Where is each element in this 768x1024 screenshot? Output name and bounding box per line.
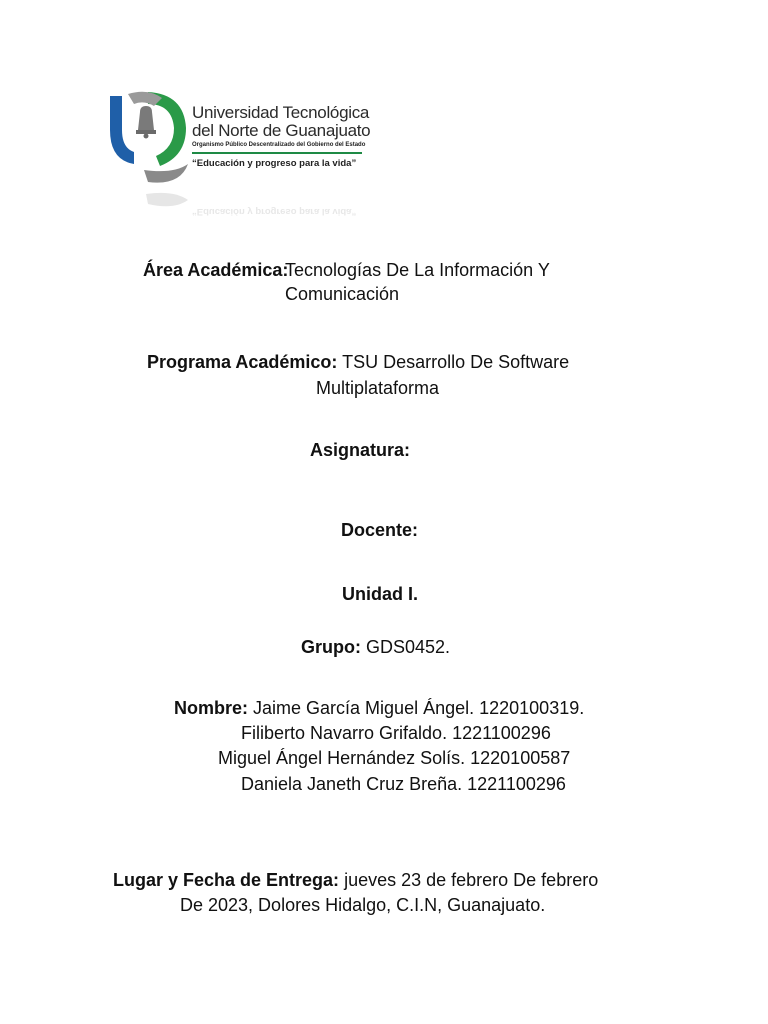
- university-logo: [104, 90, 371, 217]
- grupo-line: [301, 636, 450, 658]
- programa-line1: [147, 351, 569, 373]
- member-name: Filiberto Navarro Grifaldo. 1221100296: [241, 723, 551, 743]
- member-name: Jaime García Miguel Ángel. 1220100319.: [248, 698, 585, 718]
- unidad-label: Unidad I.: [342, 584, 418, 604]
- grupo-value: GDS0452.: [361, 637, 451, 657]
- university-emblem-icon: [104, 90, 192, 216]
- grupo-label: Grupo:: [301, 637, 361, 657]
- nombre-label: Nombre:: [174, 698, 249, 718]
- logo-title-line2: del Norte de Guanajuato: [192, 121, 371, 140]
- entrega-value-line1: jueves 23 de febrero De febrero: [339, 870, 599, 890]
- logo-slogan: “Educación y progreso para la vida”: [192, 158, 357, 169]
- entrega-value-line2: De 2023, Dolores Hidalgo, C.I.N, Guanajuato.: [180, 895, 546, 915]
- programa-label: Programa Académico:: [147, 352, 338, 372]
- programa-value-line1: TSU Desarrollo De Software: [337, 352, 570, 372]
- member-name: Miguel Ángel Hernández Solís. 1220100587: [218, 748, 571, 768]
- logo-title-line1: Universidad Tecnológica: [192, 103, 370, 122]
- logo-divider: [192, 152, 362, 154]
- area-value-line1: Tecnologías De La Información Y: [285, 260, 550, 280]
- area-label: Área Académica:: [143, 260, 289, 280]
- nombre-line1: [174, 697, 584, 719]
- entrega-label: Lugar y Fecha de Entrega:: [113, 870, 340, 890]
- asignatura-label: Asignatura:: [310, 440, 411, 460]
- programa-value-line2: Multiplataforma: [316, 378, 440, 398]
- entrega-line1: [113, 869, 598, 891]
- docente-label: Docente:: [341, 520, 419, 540]
- logo-subtitle: Organismo Público Descentralizado del Gobierno del Estado: [192, 142, 366, 148]
- member-name: Daniela Janeth Cruz Breña. 1221100296: [241, 774, 566, 794]
- area-value-line2: Comunicación: [285, 284, 400, 304]
- logo-slogan-reflection: “Educación y progreso para la vida”: [192, 206, 357, 217]
